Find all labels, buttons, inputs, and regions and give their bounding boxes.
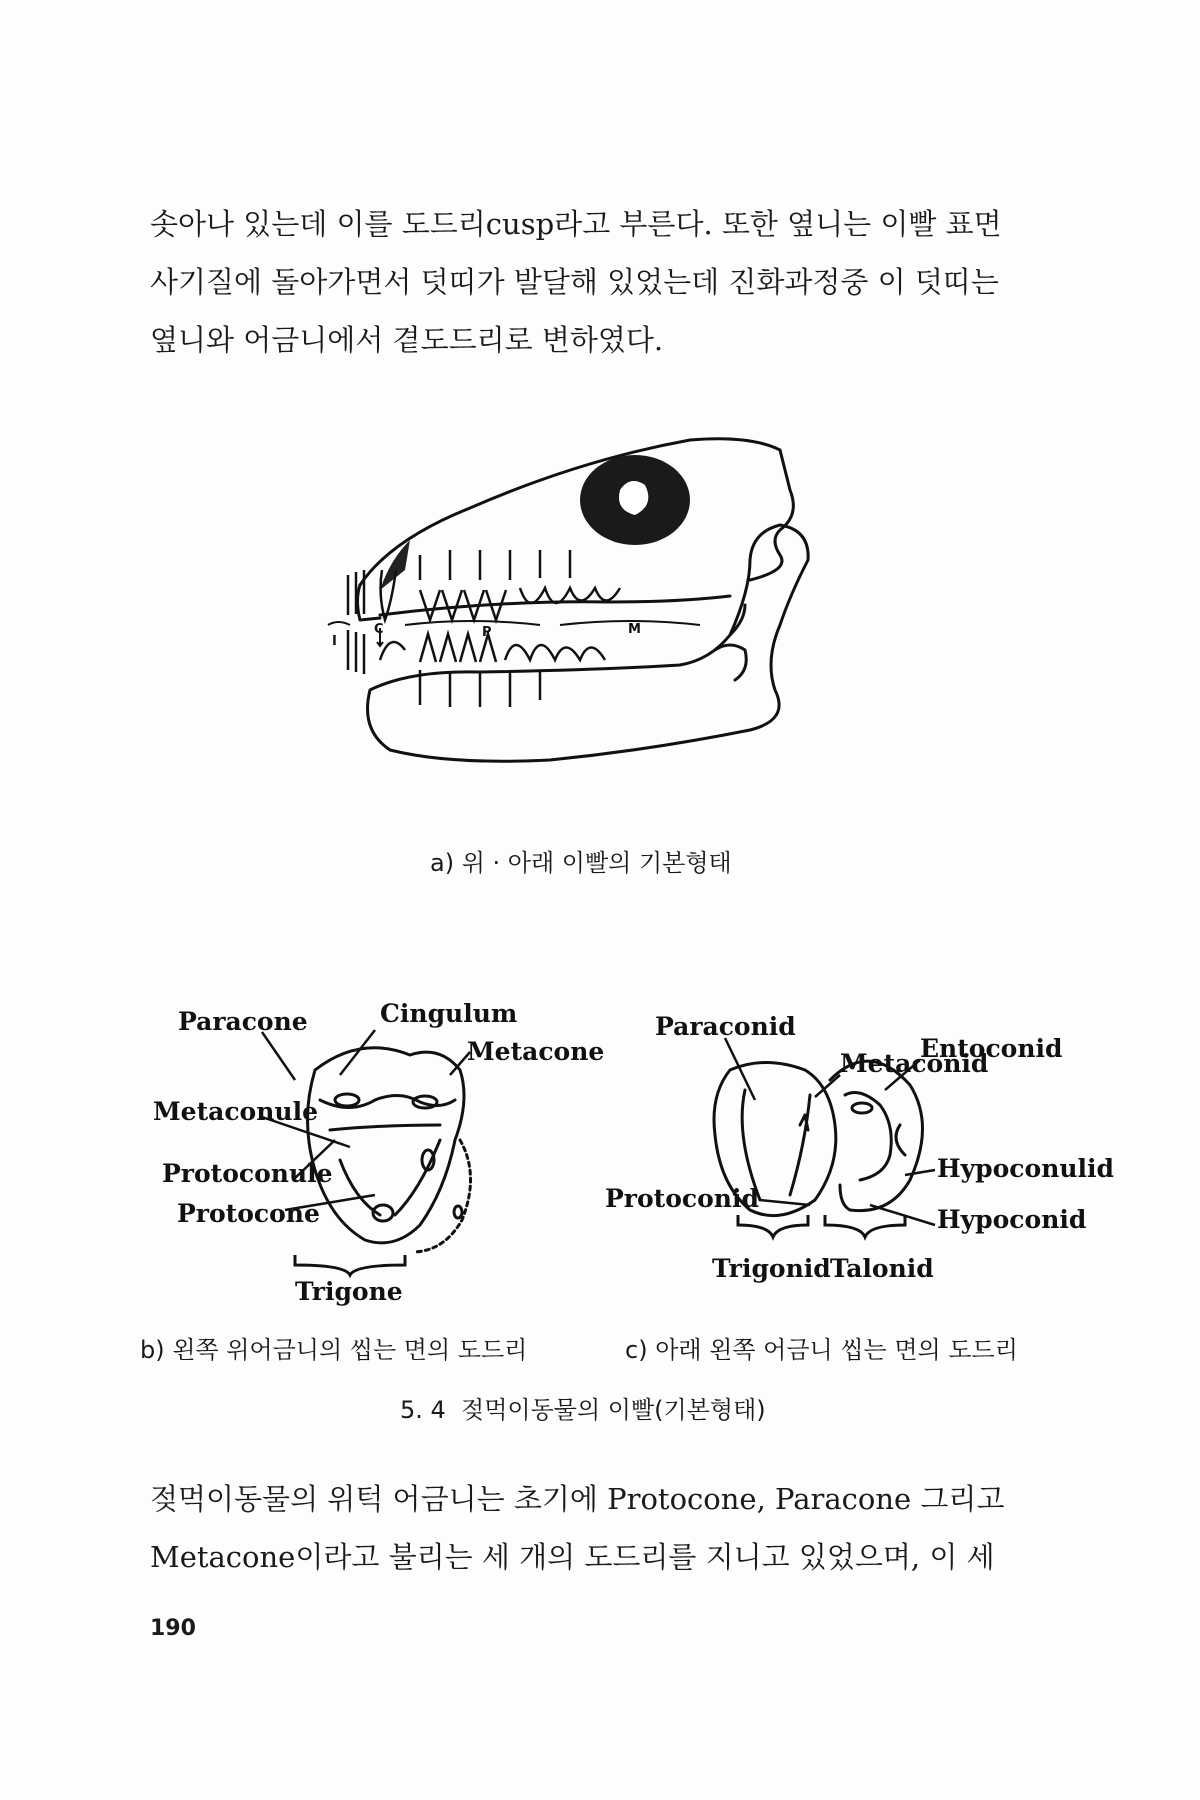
hypoconid-label: Hypoconid xyxy=(937,1205,1087,1234)
canine-label: C xyxy=(374,622,384,637)
talonid-label: Talonid xyxy=(830,1254,934,1283)
paracone-label: Paracone xyxy=(178,1007,308,1036)
lower-teeth xyxy=(348,630,605,707)
figure-a-caption: a) 위 · 아래 이빨의 기본형태 xyxy=(430,849,732,877)
protocone-label: Protocone xyxy=(177,1199,320,1228)
incisor-label: I xyxy=(332,634,337,649)
closing-paragraph xyxy=(150,1470,1070,1586)
paraconid-label: Paraconid xyxy=(655,1012,796,1041)
entoconid-label: Entoconid xyxy=(920,1034,1063,1063)
molar-label: M xyxy=(628,622,641,637)
page-number: 190 xyxy=(150,1616,196,1641)
metaconule-label: Metaconule xyxy=(153,1097,318,1126)
figure-b-caption: b) 왼쪽 위어금니의 씹는 면의 도드리 xyxy=(140,1336,528,1364)
hypoconulid-label: Hypoconulid xyxy=(937,1154,1115,1183)
upper-teeth xyxy=(348,550,620,620)
protoconid-label: Protoconid xyxy=(605,1184,759,1213)
skull-illustration xyxy=(332,420,870,820)
trigone-label: Trigone xyxy=(295,1277,403,1306)
metacone-label: Metacone xyxy=(467,1037,605,1066)
figure-c-caption: c) 아래 왼쪽 어금니 씹는 면의 도드리 xyxy=(625,1336,1018,1364)
paragraph-line: 젖먹이동물의 위턱 어금니는 초기에 Protocone, Paracone 그리고 xyxy=(150,1482,1005,1516)
upper-molar-diagram xyxy=(150,990,610,1320)
paragraph-line: 옆니와 어금니에서 곁도드리로 변하였다. xyxy=(150,323,664,357)
paragraph-line: 솟아나 있는데 이를 도드리cusp라고 부른다. 또한 옆니는 이빨 표면 xyxy=(150,207,1002,241)
metaconid-label: Metaconid xyxy=(840,1049,989,1078)
lower-molar-diagram xyxy=(600,1012,1130,1315)
premolar-label: P xyxy=(482,625,492,640)
cingulum-label: Cingulum xyxy=(380,999,518,1028)
intro-paragraph xyxy=(150,195,1070,369)
protoconule-label: Protoconule xyxy=(162,1159,333,1188)
figure-caption: 5. 4 젖먹이동물의 이빨(기본형태) xyxy=(400,1396,766,1424)
paragraph-line: 사기질에 돌아가면서 덧띠가 발달해 있었는데 진화과정중 이 덧띠는 xyxy=(150,265,999,299)
paragraph-line: Metacone이라고 불리는 세 개의 도드리를 지니고 있었으며, 이 세 xyxy=(150,1540,995,1574)
trigonid-label: Trigonid xyxy=(712,1254,831,1283)
